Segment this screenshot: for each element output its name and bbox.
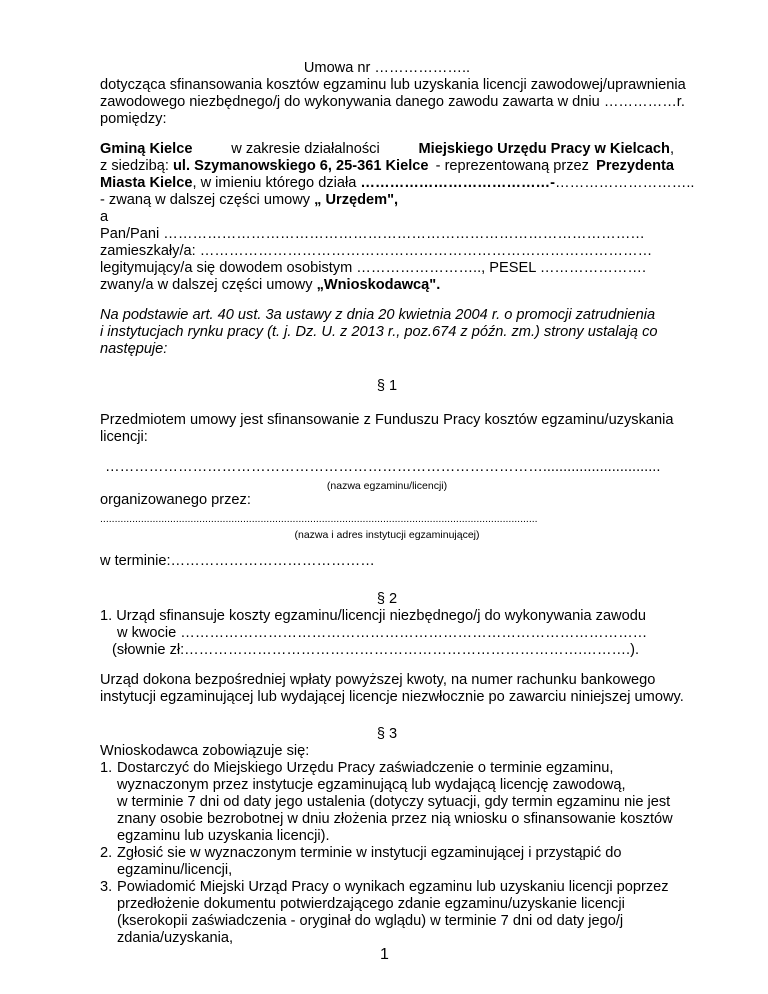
party2-name-field: Pan/Pani ……………………………………………………………………………………… (100, 225, 645, 242)
intro-line-3: pomiędzy: (100, 110, 167, 127)
section-2-line-1: 1. Urząd sfinansuje koszty egzaminu/licencji niezbędnego/j do wykonywania zawodu (100, 607, 646, 624)
intro-line-1: dotycząca sfinansowania kosztów egzaminu lub uzyskania licencji zawodowej/uprawnienia (100, 76, 686, 93)
party2-called-text: zwany/a w dalszej części umowy (100, 276, 317, 293)
item-1-line: w terminie 7 dni od daty jego ustalenia (dotyczy sytuacji, gdy termin egzaminu nie jest (117, 793, 671, 810)
obligations-intro: Wnioskodawca zobowiązuje się: (100, 742, 310, 759)
party1-scope-text: w zakresie działalności (231, 140, 380, 157)
party1-acting-text: , w imieniu którego działa (192, 174, 361, 191)
party1-line-2 (100, 157, 674, 175)
party2-address-field: zamieszkały/a: ………………………………………………………………………………… (100, 242, 653, 259)
party1-name: Gminą Kielce (100, 140, 193, 157)
section-2-heading: § 2 (376, 590, 398, 607)
amount-field: w kwocie …………………………………………………………………………………… (117, 624, 648, 641)
section-1-line-1: Przedmiotem umowy jest sfinansowanie z Funduszu Pracy kosztów egzaminu/uzyskania (100, 412, 674, 429)
party1-represented-text: - reprezentowaną przez (435, 157, 589, 174)
item-2-line: egzaminu/licencji, (117, 861, 233, 878)
item-3-line: (kserokopii zaświadczenia - oryginał do wglądu) w terminie 7 dni od daty jego/j (117, 912, 624, 929)
party1-representative: Prezydenta (596, 157, 674, 174)
party1-office: Miejskiego Urzędu Pracy w Kielcach (418, 140, 670, 157)
item-1-line: Dostarczyć do Miejskiego Urzędu Pracy zaświadczenie o terminie egzaminu, (117, 759, 614, 776)
intro-line-2: zawodowego niezbędnego/j do wykonywania danego zawodu zawarta w dniu ……………r. (100, 93, 685, 110)
organized-by-label: organizowanego przez: (100, 492, 251, 509)
payment-line-1: Urząd dokona bezpośredniej wpłaty powyższej kwoty, na numer rachunku bankowego (100, 671, 656, 688)
party1-alias: „ Urzędem", (314, 191, 399, 208)
legal-basis-line-3: następuje: (100, 341, 168, 358)
party2-alias: „Wnioskodawcą". (316, 276, 441, 293)
party1-signatory-blank-2: ……………………….. (555, 174, 695, 191)
payment-line-2: instytucji egzaminującej lub wydającej licencje niezwłocznie po zawarciu niniejszej umowy. (100, 688, 684, 705)
exam-date-field: w terminie:…………………………………… (100, 552, 375, 569)
party1-address: ul. Szymanowskiego 6, 25-361 Kielce (173, 157, 429, 174)
exam-name-blank: ………………………………………………………………………………............................. (105, 459, 661, 476)
legal-basis-text-1: Na podstawie art. 40 ust. 3a ustawy z dnia 20 kwietnia 2004 r. o promocji zatrudnienia (100, 307, 656, 324)
party1-comma: , (669, 140, 674, 157)
institution-caption: (nazwa i adres instytucji egzaminującej) (294, 529, 480, 542)
item-1-line: znany osobie bezrobotnej w dniu złożenia przez nią wniosku o sfinansowanie kosztów (117, 810, 673, 827)
and-word: a (100, 208, 109, 225)
item-1-line: egzaminu lub uzyskania licencji). (117, 827, 330, 844)
party1-line-3 (100, 174, 694, 192)
party1-line-1 (100, 140, 674, 158)
section-1-heading: § 1 (376, 378, 398, 395)
section-1-line-2: licencji: (100, 429, 148, 446)
item-1-line: wyznaczonym przez instytucje egzaminującą lub wydającą licencję zawodową, (117, 776, 626, 793)
page-number: 1 (380, 945, 389, 963)
item-1-number: 1. (100, 759, 113, 776)
party1-city: Miasta Kielce (100, 174, 193, 191)
item-2-number: 2. (100, 844, 113, 861)
contract-title: Umowa nr ……………….. (303, 59, 471, 76)
amount-words-field: (słownie zł:……………………………………………………………………….……….). (112, 641, 640, 658)
item-3-line: Powiadomić Miejski Urząd Pracy o wynikach egzaminu lub uzyskaniu licencji poprzez (117, 878, 669, 895)
item-3-number: 3. (100, 878, 113, 895)
legal-basis-line-1 (100, 306, 674, 324)
party2-called-line (100, 276, 440, 294)
party1-called-text: - zwaną w dalszej części umowy (100, 191, 315, 208)
party2-id-field: legitymujący/a się dowodem osobistym …………………….., PESEL …………………. (100, 259, 647, 276)
party1-line-4 (100, 191, 398, 209)
institution-blank: ...................................................................................................................................................... (100, 513, 538, 526)
exam-name-caption: (nazwa egzaminu/licencji) (326, 480, 448, 493)
party1-signatory-blank: …………………………………- (360, 174, 555, 191)
party1-seat-label: z siedzibą: (100, 157, 174, 174)
item-3-line: zdania/uzyskania, (117, 929, 234, 946)
section-3-heading: § 3 (376, 725, 398, 742)
legal-basis-line-2: i instytucjach rynku pracy (t. j. Dz. U. z 2013 r., poz.674 z późn. zm.) strony ustalają co (100, 324, 658, 341)
item-3-line: przedłożenie dokumentu potwierdzającego zdanie egzaminu/uzyskanie licencji (117, 895, 625, 912)
item-2-line: Zgłosić sie w wyznaczonym terminie w instytucji egzaminującej i przystąpić do (117, 844, 622, 861)
